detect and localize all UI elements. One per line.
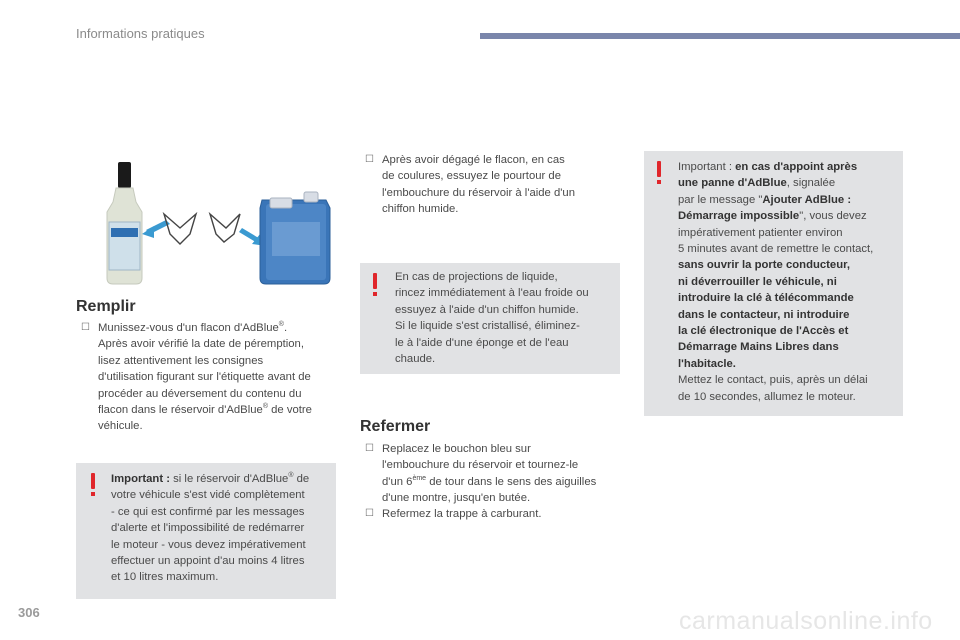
text-line: - ce qui est confirmé par les messages xyxy=(111,505,305,518)
text-line: de 10 secondes, allumez le moteur. xyxy=(678,390,856,403)
text-line: procéder au déversement du contenu du xyxy=(98,387,302,400)
text-line: Important : en cas d'appoint après xyxy=(678,161,858,173)
text-line: d'utilisation figurant sur l'étiquette avant de xyxy=(98,371,311,384)
bottle-label-band xyxy=(111,228,138,237)
text-line: essuyez à l'aide d'un chiffon humide. xyxy=(395,303,579,316)
jerrycan-cap xyxy=(304,192,318,202)
text-line: Replacez le bouchon bleu sur xyxy=(382,443,531,455)
text-line: flacon dans le réservoir d'AdBlue® de votre xyxy=(98,403,312,417)
text-line: impérativement patienter environ xyxy=(678,226,843,239)
text-line: Munissez-vous d'un flacon d'AdBlue®. xyxy=(98,321,288,334)
arrow-bottle-head xyxy=(142,226,154,238)
heading-remplir: Remplir xyxy=(76,298,136,315)
bullet-check-icon: ☐ xyxy=(81,322,90,333)
text-line: une panne d'AdBlue, signalée xyxy=(678,177,836,190)
text-line: d'une montre, jusqu'en butée. xyxy=(382,492,531,505)
warning-exclamation-icon xyxy=(88,473,98,497)
text-line: d'un 6ème de tour dans le sens des aiguilles xyxy=(382,475,597,488)
watermark: carmanualsonline.info xyxy=(679,607,933,635)
seal-icon xyxy=(164,214,196,244)
text-line: chiffon humide. xyxy=(382,203,459,216)
warning-exclamation-icon xyxy=(370,273,380,297)
text-line: et 10 litres maximum. xyxy=(111,571,219,584)
bullet-check-icon: ☐ xyxy=(365,508,374,519)
bullet-replacez xyxy=(365,441,617,507)
bullet-check-icon: ☐ xyxy=(365,443,374,454)
page-number: 306 xyxy=(18,605,40,620)
heading-refermer: Refermer xyxy=(360,418,431,435)
bullet-check-icon: ☐ xyxy=(365,154,374,165)
seal-icon xyxy=(210,214,240,242)
bullet-refermez-trappe xyxy=(365,506,617,522)
text-line: l'habitacle. xyxy=(678,357,736,370)
text-line: Important : si le réservoir d'AdBlue® de xyxy=(111,472,310,485)
text-line: Démarrage Mains Libres dans xyxy=(678,341,839,354)
adblue-containers-illustration xyxy=(76,158,336,286)
text-line: Après avoir dégagé le flacon, en cas xyxy=(382,154,565,166)
warning-exclamation-icon xyxy=(654,161,664,185)
text-line: Après avoir vérifié la date de péremption, xyxy=(98,338,304,351)
important-box-reservoir xyxy=(76,463,336,599)
bottle-cap xyxy=(118,162,131,188)
text-line: En cas de projections de liquide, xyxy=(395,271,558,283)
text-line: le à l'aide d'une éponge et de l'eau xyxy=(395,336,569,349)
text-line: ni déverrouiller le véhicule, ni xyxy=(678,275,837,288)
text-line: véhicule. xyxy=(98,420,143,433)
text-line: dans le contacteur, ni introduire xyxy=(678,308,850,321)
text-line: l'embouchure du réservoir et tournez-le xyxy=(382,459,579,472)
text-line: effectuer un appoint d'au moins 4 litres xyxy=(111,555,305,568)
page-header-title: Informations pratiques xyxy=(76,26,205,41)
text-line: votre véhicule s'est vidé complètement xyxy=(111,489,305,502)
text-line: Si le liquide s'est cristallisé, éliminez- xyxy=(395,320,580,333)
text-line: l'embouchure du réservoir à l'aide d'un xyxy=(382,186,575,199)
text-line: lisez attentivement les consignes xyxy=(98,354,264,367)
text-line: de coulures, essuyez le pourtour de xyxy=(382,170,561,183)
text-line: Démarrage impossible", vous devez xyxy=(678,210,867,223)
text-line: chaude. xyxy=(395,353,436,366)
warning-box-projections xyxy=(360,263,620,374)
text-line: rincez immédiatement à l'eau froide ou xyxy=(395,287,589,300)
adblue-containers-drawing xyxy=(76,158,336,286)
text-line: Refermez la trappe à carburant. xyxy=(382,508,542,520)
jerrycan-handle xyxy=(270,198,292,208)
text-line: Mettez le contact, puis, après un délai xyxy=(678,374,868,387)
text-line: introduire la clé à télécommande xyxy=(678,292,854,305)
text-line: le moteur - vous devez impérativement xyxy=(111,538,306,551)
jerrycan-label xyxy=(272,222,320,256)
header-accent-bar xyxy=(480,33,960,39)
text-line: la clé électronique de l'Accès et xyxy=(678,325,849,338)
text-line: par le message "Ajouter AdBlue : xyxy=(678,193,852,206)
text-line: d'alerte et l'impossibilité de redémarrer xyxy=(111,522,305,535)
bullet-apres-degage xyxy=(365,152,612,218)
bullet-munissez xyxy=(81,320,338,435)
text-line: sans ouvrir la porte conducteur, xyxy=(678,259,851,272)
important-box-appoint xyxy=(644,151,903,416)
text-line: 5 minutes avant de remettre le contact, xyxy=(678,243,874,256)
